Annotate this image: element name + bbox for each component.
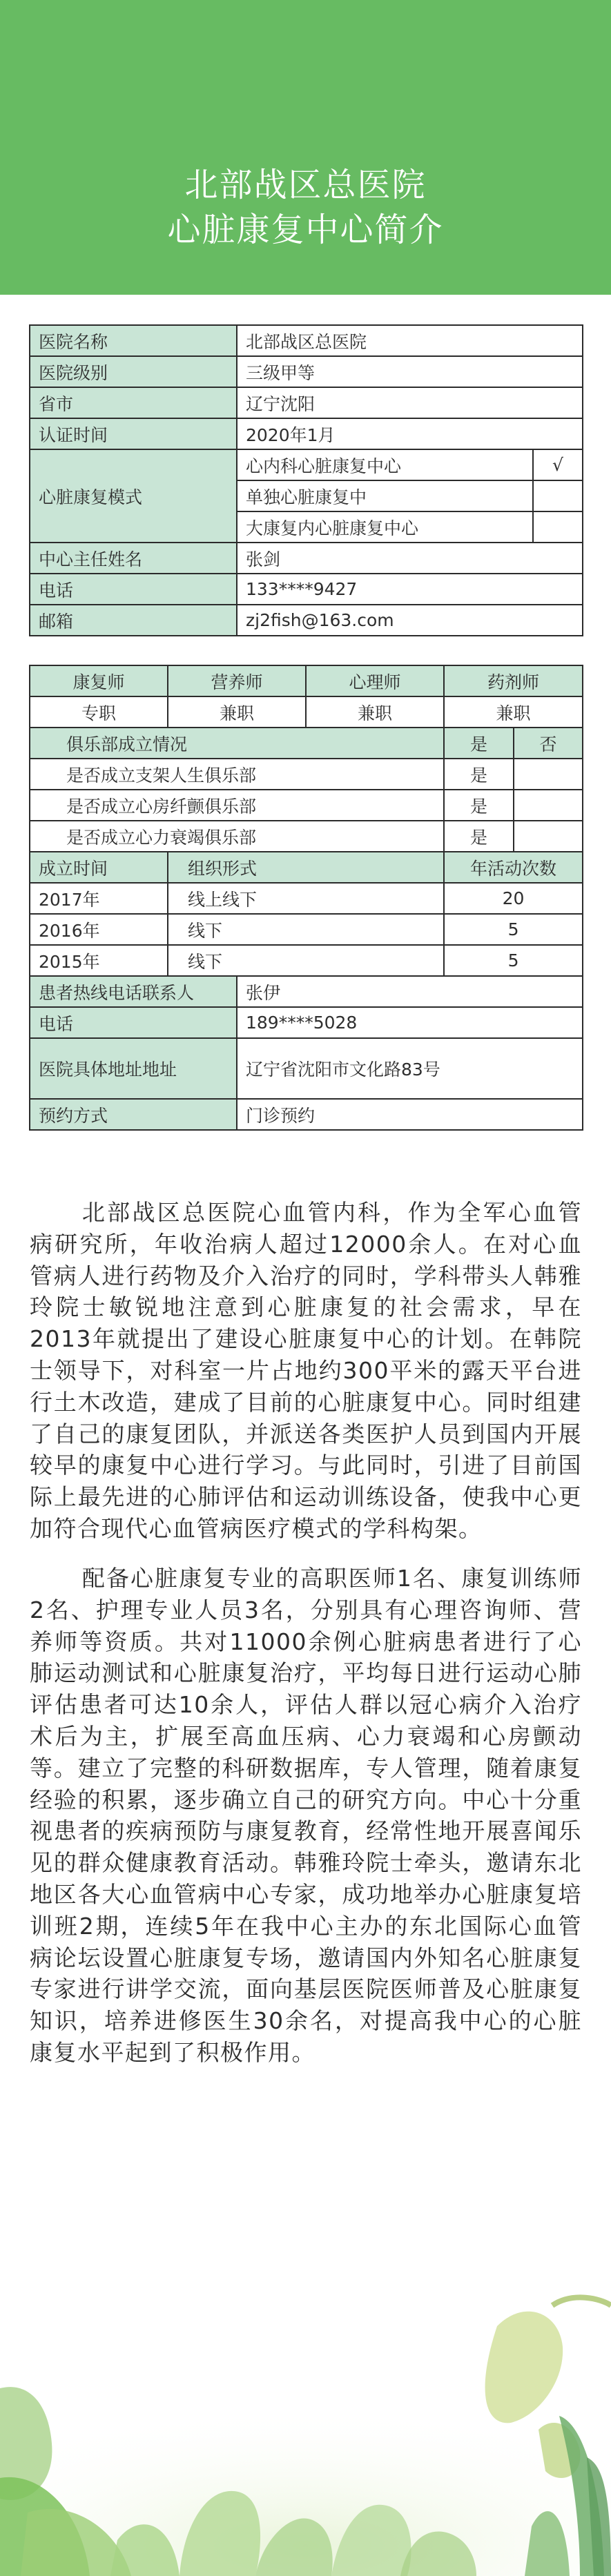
staff-header: 康复师 [30,665,168,696]
club-no [514,759,583,790]
table-row [30,914,583,945]
staff-club-contact-table [29,665,583,1131]
activity-count: 5 [444,945,583,976]
table-row [30,759,583,790]
check-mark-icon: √ [533,449,583,480]
activity-header-year: 成立时间 [30,852,168,883]
address-label: 医院具体地址地址 [30,1038,237,1099]
hospital-title: 北部战区总医院 [184,166,427,204]
club-no-header: 否 [514,728,583,759]
page-header [0,0,611,295]
table-row [30,449,583,480]
rehab-mode-mark [533,511,583,543]
contact-phone-value: 189****5028 [237,1007,583,1038]
activity-header-count: 年活动次数 [444,852,583,883]
center-title: 心脏康复中心简介 [167,211,444,249]
staff-header: 营养师 [168,665,306,696]
table-row [30,945,583,976]
director-value: 张剑 [237,543,583,574]
table-row [30,1038,583,1099]
club-yes: 是 [444,759,514,790]
intro-paragraph-2: 配备心脏康复专业的高职医师1名、康复训练师2名、护理专业人员3名，分别具有心理咨询师、营养师等资质。共对11000余例心脏病患者进行了心肺运动测试和心脏康复治疗，平均每日进行运动心肺评估患者可达10余人，评估人群以冠心病介入治疗术后为主，扩展至高血压病、心力衰竭和心房颤动等。建立了完整的科研数据库，专人管理，随着康复经验的积累，逐步确立自己的研究方向。中心十分重视患者的疾病预防与康复教育，经常性地开展喜闻乐见的群众健康教育活动。韩雅玲院士牵头，邀请东北地区各大心血管病中心专家，成功地举办心脏康复培训班2期，连续5年在我中心主办的东北国际心血管病论坛设置心脏康复专场，邀请国内外知名心脏康复专家进行讲学交流，面向基层医院医师普及心脏康复知识，培养进修医生30余名，对提高我中心的心脏康复水平起到了积极作用。 [30,1565,582,2066]
club-yes: 是 [444,821,514,852]
intro-paragraph-1: 北部战区总医院心血管内科，作为全军心血管病研究所，年收治病人超过12000余人。在对心血管病人进行药物及介入治疗的同时，学科带头人韩雅玲院士敏锐地注意到心脏康复的社会需求，早在2013年就提出了建设心脏康复中心的计划。在韩院士领导下，对科室一片占地约300平米的露天平台进行土木改造，建成了目前的心脏康复中心。同时组建了自己的康复团队，并派送各类医护人员到国内开展较早的康复中心进行学习。与此同时，引进了目前国际上最先进的心肺评估和运动训练设备，使我中心更加符合现代心血管病医疗模式的学科构架。 [30,1199,582,1542]
club-name: 是否成立心房纤颤俱乐部 [30,790,444,821]
certified-time-label: 认证时间 [30,418,237,449]
certified-time-value: 2020年1月 [237,418,583,449]
director-label: 中心主任姓名 [30,543,237,574]
phone-label: 电话 [30,574,237,605]
staff-header: 药剂师 [444,665,583,696]
hotline-contact-value: 张伊 [237,976,583,1007]
province-city-value: 辽宁沈阳 [237,387,583,418]
activity-count: 5 [444,914,583,945]
phone-value: 133****9427 [237,574,583,605]
activity-form: 线下 [168,945,444,976]
activity-form: 线上线下 [168,883,444,914]
table-row [30,790,583,821]
activity-year: 2015年 [30,945,168,976]
table-row [30,665,583,696]
hospital-level-value: 三级甲等 [237,356,583,387]
hospital-level-label: 医院级别 [30,356,237,387]
rehab-mode-option: 心内科心脏康复中心 [237,449,533,480]
watercolor-leaves-icon [0,2250,611,2576]
contact-phone-label: 电话 [30,1007,237,1038]
email-value: zj2fish@163.com [237,605,583,636]
appointment-value: 门诊预约 [237,1099,583,1130]
table-row [30,1007,583,1038]
hotline-contact-label: 患者热线电话联系人 [30,976,237,1007]
club-no [514,821,583,852]
table-row [30,821,583,852]
table-row [30,728,583,759]
table-row [30,356,583,387]
rehab-mode-label: 心脏康复模式 [30,449,237,543]
staff-value: 专职 [30,696,168,728]
table-row [30,574,583,605]
table-row [30,1099,583,1130]
rehab-mode-option: 单独心脏康复中 [237,480,533,511]
table-row [30,418,583,449]
staff-header: 心理师 [306,665,444,696]
table-row [30,605,583,636]
activity-year: 2016年 [30,914,168,945]
staff-value: 兼职 [168,696,306,728]
table-row [30,852,583,883]
email-label: 邮箱 [30,605,237,636]
rehab-mode-mark [533,480,583,511]
basic-info-table [29,324,583,636]
staff-value: 兼职 [444,696,583,728]
hospital-name-value: 北部战区总医院 [237,325,583,356]
club-yes: 是 [444,790,514,821]
club-yes-header: 是 [444,728,514,759]
activity-form: 线下 [168,914,444,945]
address-value: 辽宁省沈阳市文化路83号 [237,1038,583,1099]
hospital-name-label: 医院名称 [30,325,237,356]
club-header: 俱乐部成立情况 [30,728,444,759]
table-row [30,976,583,1007]
activity-header-form: 组织形式 [168,852,444,883]
club-name: 是否成立心力衰竭俱乐部 [30,821,444,852]
staff-value: 兼职 [306,696,444,728]
club-no [514,790,583,821]
activity-count: 20 [444,883,583,914]
rehab-mode-option: 大康复内心脏康复中心 [237,511,533,543]
province-city-label: 省市 [30,387,237,418]
club-name: 是否成立支架人生俱乐部 [30,759,444,790]
appointment-label: 预约方式 [30,1099,237,1130]
activity-year: 2017年 [30,883,168,914]
table-row [30,883,583,914]
table-row [30,387,583,418]
table-row [30,543,583,574]
table-row [30,325,583,356]
table-row [30,696,583,728]
